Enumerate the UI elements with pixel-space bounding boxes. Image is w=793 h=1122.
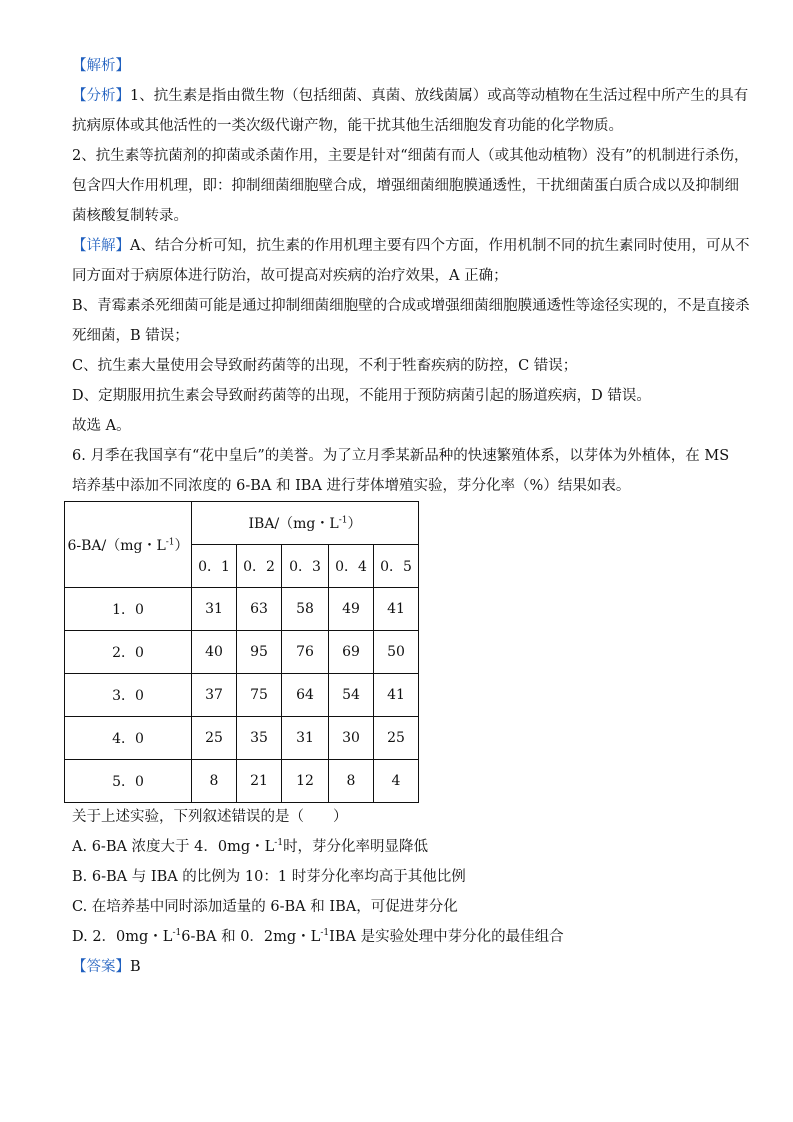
row-label-cell: 3．0 <box>65 674 192 717</box>
table-cell: 49 <box>329 588 374 631</box>
table-cell: 54 <box>329 674 374 717</box>
fenxi-line-1 <box>72 88 749 105</box>
answer-line <box>72 959 732 976</box>
table-cell: 63 <box>237 588 282 631</box>
table-cell: 8 <box>329 760 374 803</box>
table-cell: 69 <box>329 631 374 674</box>
option-b: B. 6-BA 与 IBA 的比例为 10：1 时芽分化率均高于其他比例 <box>72 869 466 885</box>
table-cell: 21 <box>237 760 282 803</box>
xiangjie-tag: 【详解】 <box>72 238 130 254</box>
table-row <box>65 760 419 803</box>
answer-value: B <box>130 959 141 975</box>
analysis-tag: 【解析】 <box>72 58 130 74</box>
col-header-cell: 0．2 <box>237 545 282 588</box>
conclusion-line: 故选 A。 <box>72 418 131 434</box>
row-label-cell: 1．0 <box>65 588 192 631</box>
xiangjie-line-4: 死细菌，B 错误； <box>72 328 189 344</box>
table-header-row <box>65 502 419 545</box>
table-cell: 8 <box>192 760 237 803</box>
table-cell: 95 <box>237 631 282 674</box>
xiangjie-text: A、结合分析可知，抗生素的作用机理主要有四个方面，作用机制不同的抗生素同时使用，可从不 <box>130 238 750 254</box>
table-cell: 25 <box>192 717 237 760</box>
document-page <box>67 58 750 976</box>
option-d: D. 2．0mg・$L^{-1}6-BA$ 和 0．2mg・$L^{-1}IBA$ 是实验处理中芽分化的最佳组合 <box>72 928 564 945</box>
xiangjie-line-5: C、抗生素大量使用会导致耐药菌等的出现，不利于牲畜疾病的防控，C 错误； <box>72 358 578 374</box>
table-cell: 50 <box>374 631 419 674</box>
xiangjie-line-6: D、定期服用抗生素会导致耐药菌等的出现，不能用于预防病菌引起的肠道疾病，D 错误。 <box>72 388 651 404</box>
row-label-cell: 2．0 <box>65 631 192 674</box>
table-cell: 64 <box>282 674 329 717</box>
col-header-cell: 0．1 <box>192 545 237 588</box>
table-cell: 76 <box>282 631 329 674</box>
row-header-cell: 6-BA/（mg・$L^{-1}$） <box>65 502 192 588</box>
table-cell: 31 <box>192 588 237 631</box>
answer-tag: 【答案】 <box>72 959 130 975</box>
table-cell: 41 <box>374 674 419 717</box>
option-c: C. 在培养基中同时添加适量的 6-BA 和 IBA，可促进芽分化 <box>72 899 458 915</box>
fenxi-text: 1、抗生素是指由微生物（包括细菌、真菌、放线菌属）或高等动植物在生活过程中所产生的具有 <box>130 88 749 104</box>
table-cell: 41 <box>374 588 419 631</box>
question-prompt: 关于上述实验，下列叙述错误的是（ ） <box>72 809 348 825</box>
table-row <box>65 717 419 760</box>
table-cell: 25 <box>374 717 419 760</box>
xiangjie-line-1 <box>72 238 750 255</box>
option-a: A. 6-BA 浓度大于 4．0mg・$L^{-1}$时，芽分化率明显降低 <box>72 838 429 855</box>
table-cell: 58 <box>282 588 329 631</box>
fenxi-tag: 【分析】 <box>72 88 130 104</box>
table-row <box>65 674 419 717</box>
analysis-header <box>72 58 732 75</box>
table-cell: 75 <box>237 674 282 717</box>
question-stem-line-1: 6. 月季在我国享有“花中皇后”的美誉。为了立月季某新品种的快速繁殖体系，以芽体为外植体，在 MS <box>72 448 730 464</box>
table-cell: 35 <box>237 717 282 760</box>
fenxi-line-4: 包含四大作用机理，即：抑制细菌细胞壁合成，增强细菌细胞膜通透性，干扰细菌蛋白质合成以及抑制细 <box>72 178 739 194</box>
question-stem-line-2: 培养基中添加不同浓度的 6-BA 和 IBA 进行芽体增殖实验，芽分化率（%）结果如表。 <box>72 478 631 494</box>
table-cell: 4 <box>374 760 419 803</box>
fenxi-line-2: 抗病原体或其他活性的一类次级代谢产物，能干扰其他生活细胞发育功能的化学物质。 <box>72 118 623 134</box>
xiangjie-line-3: B、青霉素杀死细菌可能是通过抑制细菌细胞壁的合成或增强细菌细胞膜通透性等途径实现的，不是直接杀 <box>72 298 750 314</box>
table-cell: 31 <box>282 717 329 760</box>
col-header-cell: 0．3 <box>282 545 329 588</box>
table-cell: 12 <box>282 760 329 803</box>
col-header-cell: 0．4 <box>329 545 374 588</box>
col-group-header-cell: IBA/（mg・$L^{-1}$） <box>192 502 419 545</box>
row-label-cell: 4．0 <box>65 717 192 760</box>
fenxi-line-5: 菌核酸复制转录。 <box>72 208 188 224</box>
table-cell: 40 <box>192 631 237 674</box>
col-header-cell: 0．5 <box>374 545 419 588</box>
table-row <box>65 631 419 674</box>
data-table <box>64 501 419 803</box>
table-row <box>65 588 419 631</box>
table-cell: 37 <box>192 674 237 717</box>
xiangjie-line-2: 同方面对于病原体进行防治，故可提高对疾病的治疗效果，A 正确； <box>72 268 508 284</box>
row-label-cell: 5．0 <box>65 760 192 803</box>
table-cell: 30 <box>329 717 374 760</box>
fenxi-line-3: 2、抗生素等抗菌剂的抑菌或杀菌作用，主要是针对“细菌有而人（或其他动植物）没有”的机制进行杀伤， <box>72 148 749 164</box>
